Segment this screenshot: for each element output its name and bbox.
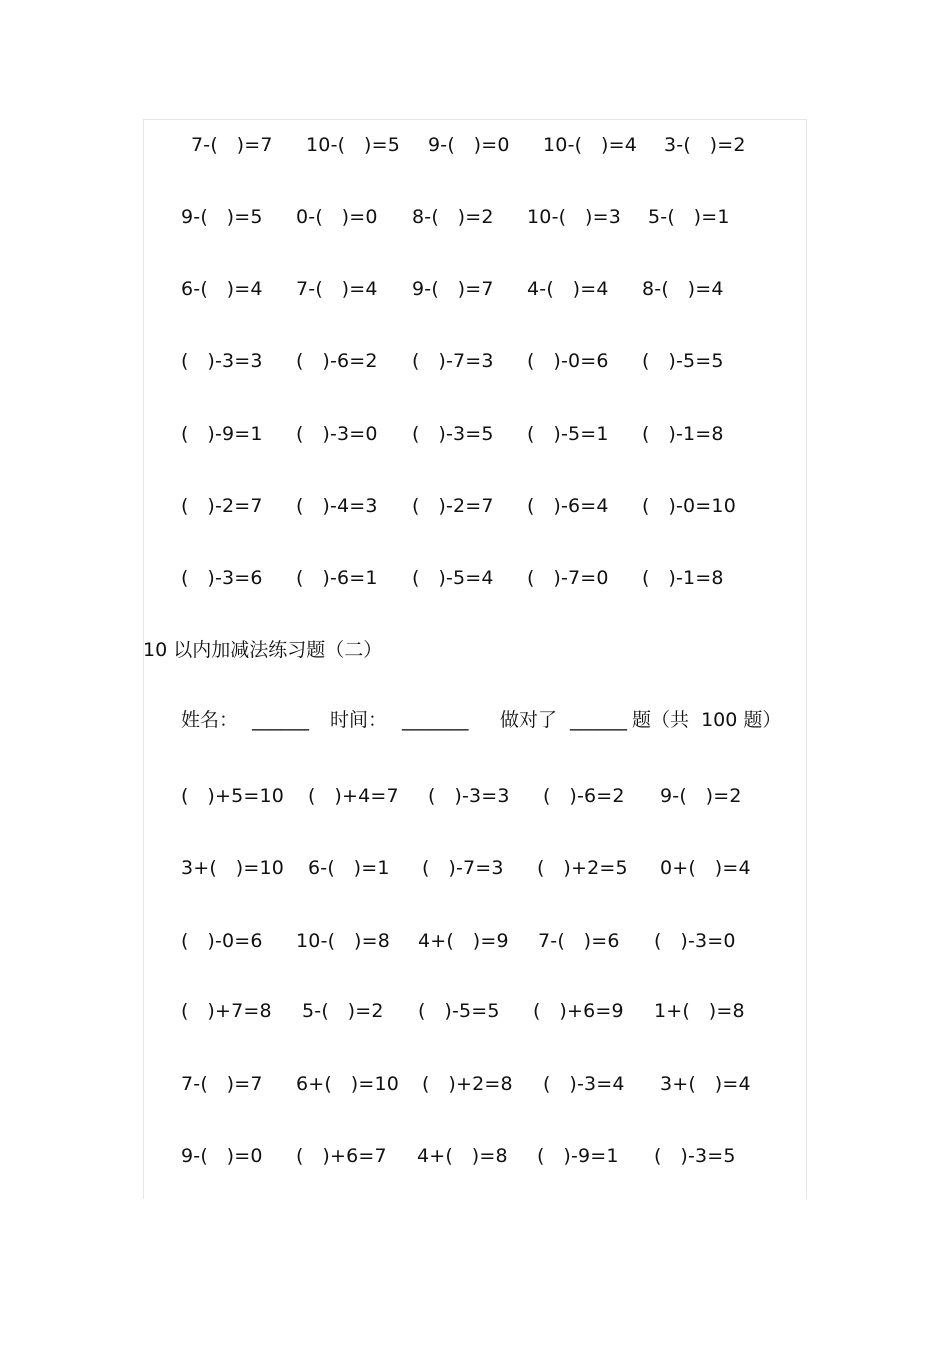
- problem-row: [0, 130, 950, 160]
- problem-row: [0, 781, 950, 811]
- problem-item: 6-( )=1: [308, 857, 390, 879]
- problem-item: 4+( )=8: [417, 1145, 508, 1167]
- problem-item: ( )-1=8: [642, 567, 724, 589]
- problem-item: 4-( )=4: [527, 278, 609, 300]
- problem-item: 9-( )=5: [181, 206, 263, 228]
- problem-row: [0, 926, 950, 956]
- problem-row: [0, 1141, 950, 1171]
- problem-item: 9-( )=2: [660, 785, 742, 807]
- correct-label: 做对了: [500, 709, 558, 731]
- time-label: 时间：: [330, 709, 388, 731]
- problem-item: ( )-7=0: [527, 567, 609, 589]
- problem-item: 7-( )=4: [296, 278, 378, 300]
- problem-item: 6+( )=10: [296, 1073, 400, 1095]
- worksheet-title: 10 以内加减法练习题（二）: [143, 639, 383, 661]
- problem-item: ( )-6=2: [543, 785, 625, 807]
- problem-row: [0, 202, 950, 232]
- problem-item: ( )-9=1: [537, 1145, 619, 1167]
- problem-item: 3+( )=4: [660, 1073, 751, 1095]
- problem-row: [0, 346, 950, 376]
- problem-item: 0-( )=0: [296, 206, 378, 228]
- problem-item: ( )-3=4: [543, 1073, 625, 1095]
- problem-item: ( )-2=7: [181, 495, 263, 517]
- name-label: 姓名：: [181, 709, 239, 731]
- problem-item: ( )-3=0: [296, 423, 378, 445]
- problem-row: [0, 853, 950, 883]
- problem-item: ( )-5=5: [642, 350, 724, 372]
- problem-item: ( )-6=1: [296, 567, 378, 589]
- problem-item: 3+( )=10: [181, 857, 285, 879]
- problem-item: 10-( )=5: [306, 134, 400, 156]
- problem-item: 10-( )=3: [527, 206, 621, 228]
- problem-item: ( )-0=6: [527, 350, 609, 372]
- problem-item: ( )+5=10: [181, 785, 285, 807]
- name-blank: ______: [252, 709, 309, 731]
- page-frame-top: [143, 119, 807, 120]
- problem-item: ( )+2=5: [537, 857, 628, 879]
- problem-item: ( )-3=3: [428, 785, 510, 807]
- problem-item: ( )+2=8: [422, 1073, 513, 1095]
- problem-item: ( )+7=8: [181, 1000, 272, 1022]
- problem-item: 1+( )=8: [654, 1000, 745, 1022]
- problem-row: [0, 1069, 950, 1099]
- problem-item: ( )-3=6: [181, 567, 263, 589]
- problem-item: 0+( )=4: [660, 857, 751, 879]
- problem-item: 9-( )=0: [181, 1145, 263, 1167]
- problem-row: [0, 563, 950, 593]
- total-count-text: 题（共 100 题）: [632, 709, 782, 731]
- problem-item: ( )-7=3: [412, 350, 494, 372]
- problem-item: ( )-2=7: [412, 495, 494, 517]
- problem-item: 9-( )=0: [428, 134, 510, 156]
- problem-item: 8-( )=4: [642, 278, 724, 300]
- problem-item: 9-( )=7: [412, 278, 494, 300]
- problem-item: 10-( )=8: [296, 930, 390, 952]
- problem-item: 5-( )=1: [648, 206, 730, 228]
- problem-item: 7-( )=7: [191, 134, 273, 156]
- problem-item: ( )-1=8: [642, 423, 724, 445]
- problem-row: [0, 419, 950, 449]
- problem-item: ( )-5=1: [527, 423, 609, 445]
- problem-item: 8-( )=2: [412, 206, 494, 228]
- problem-item: 3-( )=2: [664, 134, 746, 156]
- problem-row: [0, 491, 950, 521]
- problem-item: ( )-4=3: [296, 495, 378, 517]
- problem-item: 6-( )=4: [181, 278, 263, 300]
- problem-item: 10-( )=4: [543, 134, 637, 156]
- problem-item: ( )-6=2: [296, 350, 378, 372]
- problem-item: ( )+6=9: [533, 1000, 624, 1022]
- problem-item: 7-( )=7: [181, 1073, 263, 1095]
- problem-item: ( )-0=6: [181, 930, 263, 952]
- problem-item: 5-( )=2: [302, 1000, 384, 1022]
- problem-item: 7-( )=6: [538, 930, 620, 952]
- problem-item: 4+( )=9: [418, 930, 509, 952]
- problem-item: ( )-5=4: [412, 567, 494, 589]
- problem-row: [0, 996, 950, 1026]
- problem-item: ( )+4=7: [308, 785, 399, 807]
- problem-item: ( )-6=4: [527, 495, 609, 517]
- problem-item: ( )-5=5: [418, 1000, 500, 1022]
- problem-item: ( )-7=3: [422, 857, 504, 879]
- problem-item: ( )-3=0: [654, 930, 736, 952]
- problem-item: ( )-0=10: [642, 495, 736, 517]
- time-blank: _______: [402, 709, 469, 731]
- correct-blank: ______: [570, 709, 627, 731]
- problem-item: ( )-3=5: [412, 423, 494, 445]
- problem-row: [0, 274, 950, 304]
- problem-item: ( )+6=7: [296, 1145, 387, 1167]
- problem-item: ( )-9=1: [181, 423, 263, 445]
- problem-item: ( )-3=3: [181, 350, 263, 372]
- problem-item: ( )-3=5: [654, 1145, 736, 1167]
